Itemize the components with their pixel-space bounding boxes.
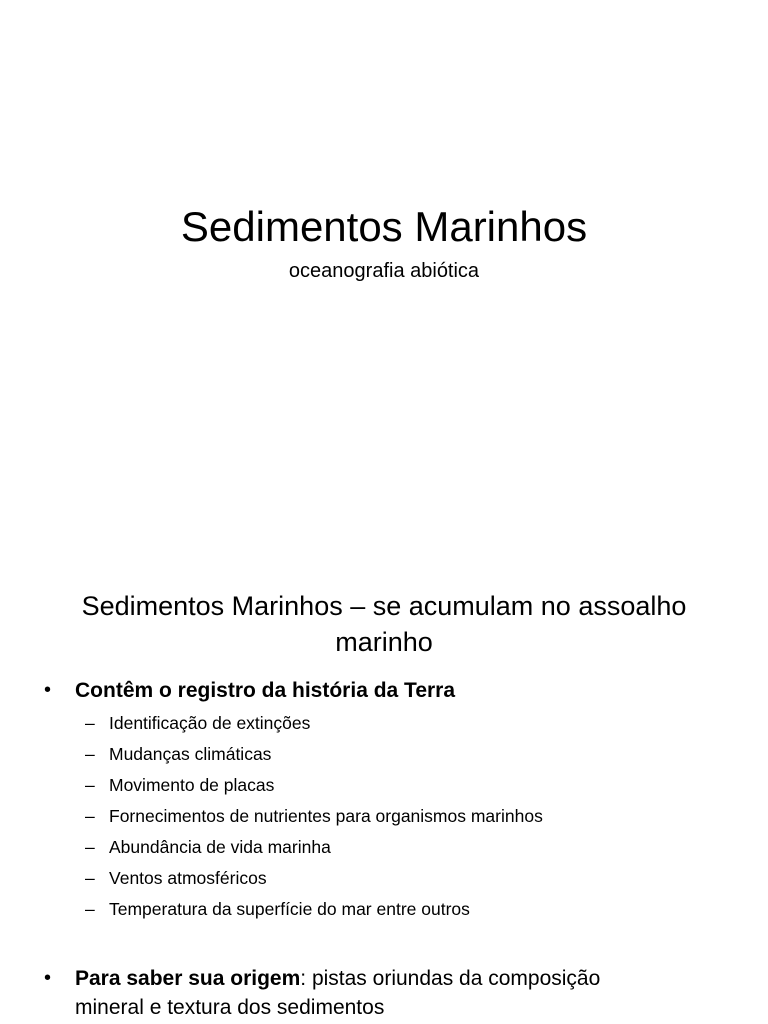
dash-marker: – [85, 868, 95, 888]
sub-bullet-text: Fornecimentos de nutrientes para organismos marinhos [109, 806, 543, 826]
dash-marker: – [85, 713, 95, 733]
slide-subtitle: oceanografia abiótica [288, 260, 480, 282]
sub-bullet-item [85, 739, 745, 770]
slide-heading-line-2: marinho [335, 627, 433, 657]
bullet-text: Contêm o registro da história da Terra [75, 679, 456, 702]
sub-bullet-item [85, 708, 745, 739]
bullet-marker: • [44, 967, 52, 989]
sub-bullet-item [85, 801, 745, 832]
sub-bullet-text: Mudanças climáticas [109, 744, 272, 764]
slide-title: Sedimentos Marinhos [180, 203, 588, 250]
sub-bullet-item [85, 832, 745, 863]
slide-heading-line-1: Sedimentos Marinhos – se acumulam no assoalho [81, 591, 687, 621]
slide-heading [40, 588, 728, 660]
dash-marker: – [85, 837, 95, 857]
sub-bullet-item [85, 894, 745, 925]
dash-marker: – [85, 744, 95, 764]
bullet-marker: • [44, 679, 52, 701]
content-slide [0, 560, 768, 1024]
sub-bullet-text: Temperatura da superfície do mar entre outros [109, 899, 470, 919]
sub-bullet-text: Abundância de vida marinha [109, 837, 331, 857]
bullet-text [75, 964, 600, 1022]
dash-marker: – [85, 775, 95, 795]
sub-bullet-text: Identificação de extinções [109, 713, 311, 733]
dash-marker: – [85, 806, 95, 826]
sub-bullet-item [85, 863, 745, 894]
sub-bullet-text: Ventos atmosféricos [109, 868, 267, 888]
sub-bullet-list [85, 708, 745, 925]
bullet-text-line-2: mineral e textura dos sedimentos [75, 996, 385, 1019]
bullet-text-rest: : pistas oriundas da composição [300, 967, 601, 990]
dash-marker: – [85, 899, 95, 919]
bullet-item [44, 964, 724, 1022]
bullet-bold-lead: Para saber sua origem [75, 967, 301, 990]
bullet-item [44, 676, 724, 705]
sub-bullet-text: Movimento de placas [109, 775, 275, 795]
sub-bullet-item [85, 770, 745, 801]
